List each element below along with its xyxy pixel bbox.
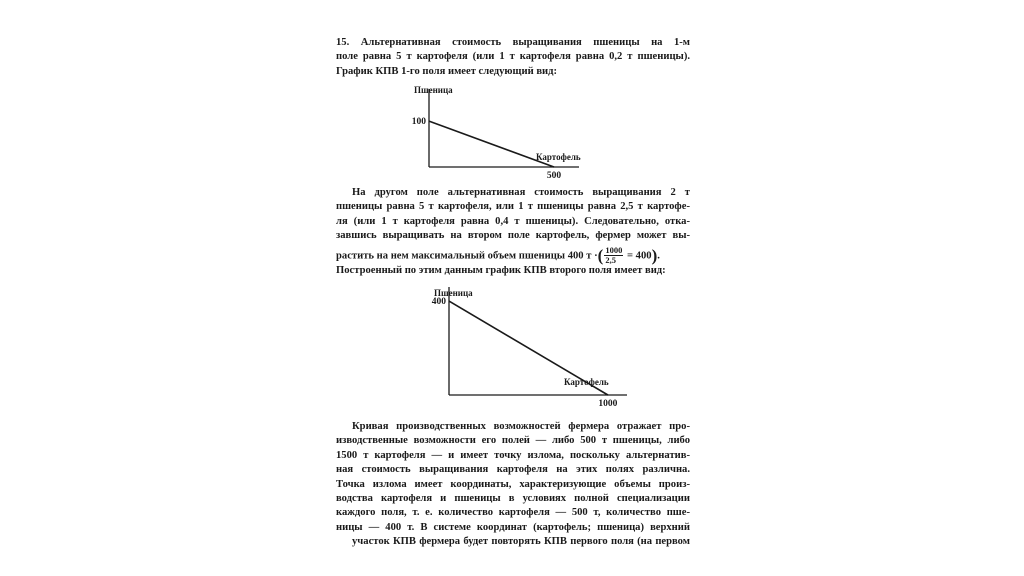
text-line: ная стоимость выращивания картофеля на этих полях различна. [336,464,690,476]
problem-15-text [336,36,690,79]
paragraph-ppf-summary [336,420,690,550]
formula-fraction: $\frac{1000}{2,5}$ [605,245,623,266]
y-axis-label: Пшеница [414,85,453,95]
text-line: изводственные возможности его полей — либо 500 т пшеницы, либо [336,435,690,447]
ppf-chart-field-2 [420,284,640,414]
formula-line: растить на нем максимальный объем пшеницы 400 т ·( $\frac{1000}{2,5}$ = 400). [336,245,660,266]
x-axis-label: Картофель [564,377,609,387]
text-line: участок КПВ фермера будет повторять КПВ первого поля (на первом [352,536,690,548]
text-line: каждого поля, т. е. количество картофеля — 500 т, количество пше- [336,507,690,519]
text-line: Точка излома имеет координаты, характеризующие объемы произ- [336,478,690,490]
text-line: завшись выращивать на втором поле картофель, фермер может вы- [336,230,690,242]
text-line: Кривая производственных возможностей фермера отражает про- [352,421,690,432]
text-line: поле равна 5 т картофеля (или 1 т картофеля равна 0,2 т пшеницы). [336,51,690,63]
y-tick-label: 400 [431,297,446,308]
text-line: пшеницы равна 5 т картофеля, или 1 т пшеницы равна 2,5 т картофе- [336,201,690,213]
y-tick-label: 100 [411,117,426,128]
text-line: ля (или 1 т картофеля равна 0,4 т пшеницы). Следовательно, отка- [336,215,690,227]
text-line: водства картофеля и пшеницы в условиях полной специализации [336,493,690,505]
text-line: 15. Альтернативная стоимость выращивания пшеницы на 1-м [336,37,690,48]
text-line: 1500 т картофеля — и имеет точку излома, поскольку альтернатив- [336,449,690,461]
text-line: На другом поле альтернативная стоимость выращивания 2 т [352,187,690,198]
text-line: Построенный по этим данным график КПВ второго поля имеет вид: [336,265,666,277]
text-line: График КПВ 1-го поля имеет следующий вид: [336,65,558,77]
y-axis-label: Пшеница [434,288,473,298]
x-axis-label: Картофель [536,152,581,162]
ppf-chart-field-1 [400,84,600,184]
formula-result: = 400 [626,250,652,262]
ppf-line [429,121,554,167]
paragraph-field-2 [336,186,690,278]
x-tick-label: 1000 [598,399,618,409]
x-tick-label: 500 [546,171,562,181]
ppf-line [449,301,608,395]
formula-lead: растить на нем максимальный объем пшеницы 400 т · [336,250,598,262]
text-line: ницы — 400 т. В системе координат (картофель; пшеница) верхний [336,521,690,533]
